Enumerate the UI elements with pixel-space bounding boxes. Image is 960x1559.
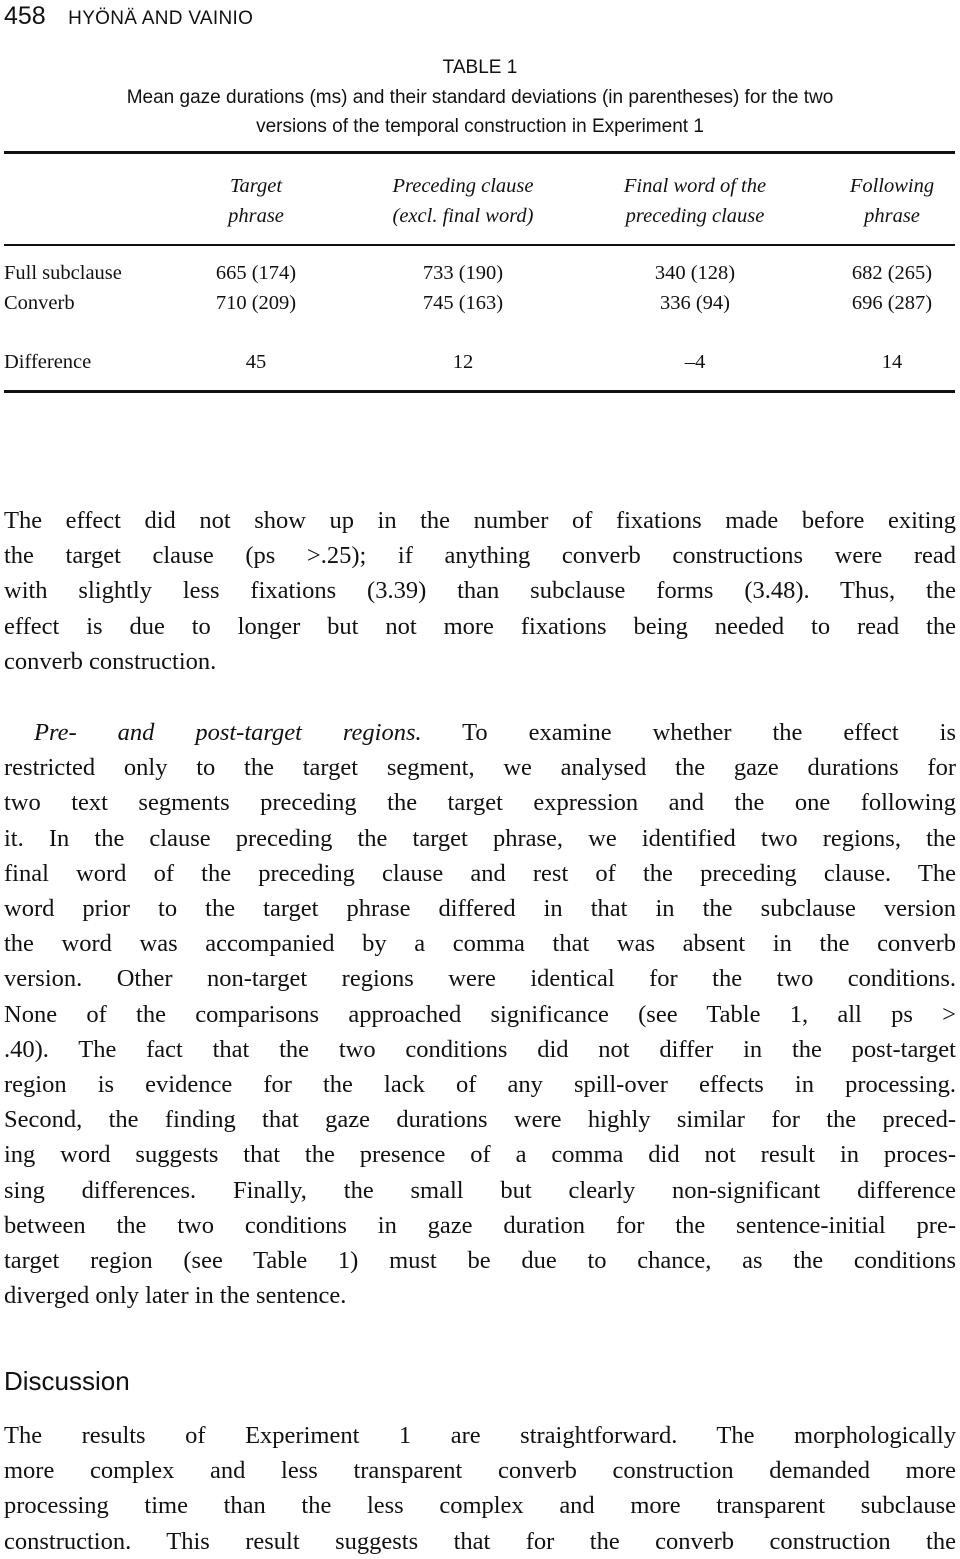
table-cell: –4 — [684, 351, 706, 373]
text-line: word prior to the target phrase differed in that in the subclause version — [4, 895, 956, 923]
text-line: Second, the finding that gaze durations were highly similar for the preced- — [4, 1106, 956, 1134]
table-cell: 336 (94) — [659, 292, 731, 314]
text-line: effect is due to longer but not more fixations being needed to read the — [4, 612, 956, 640]
text-line: two text segments preceding the target expression and the one following — [4, 789, 956, 817]
column-header-preceding-clause: Preceding clause (excl. final word) — [392, 175, 534, 227]
run-in-heading: Pre- and post-target regions. — [34, 719, 422, 746]
text-line: diverged only later in the sentence. — [4, 1282, 347, 1310]
table-cell: 45 — [245, 351, 267, 373]
table-cell: 696 (287) — [851, 292, 933, 314]
section-heading: Discussion — [4, 1366, 130, 1396]
row-label-converb: Converb — [4, 292, 75, 314]
body-paragraph-discussion — [4, 1418, 956, 1559]
text-line: construction. This result suggests that for the converb construction the — [4, 1527, 956, 1555]
text-line: sing differences. Finally, the small but clearly non-significant difference — [4, 1176, 956, 1204]
table-label: TABLE 1 — [442, 57, 518, 78]
table-caption-line: Mean gaze durations (ms) and their standard deviations (in parentheses) for the two — [126, 86, 834, 108]
page-number: 458 — [4, 2, 46, 30]
body-paragraph-fixations — [4, 503, 956, 679]
table-cell: 14 — [881, 351, 903, 373]
row-label-difference: Difference — [4, 351, 92, 373]
text-line: ing word suggests that the presence of a comma did not result in proces- — [4, 1141, 956, 1169]
text-line: the word was accompanied by a comma that was absent in the converb — [4, 930, 956, 958]
table-header-rule — [4, 244, 955, 246]
text-line: processing time than the less complex and more transparent subclause — [4, 1492, 956, 1520]
table-bottom-rule — [4, 390, 955, 393]
table-caption-line: versions of the temporal construction in Experiment 1 — [256, 116, 704, 137]
text-line: target region (see Table 1) must be due to chance, as the conditions — [4, 1247, 956, 1275]
table-top-rule — [4, 151, 955, 154]
column-header-target-phrase: Target phrase — [228, 175, 284, 227]
text-line: final word of the preceding clause and rest of the preceding clause. The — [4, 859, 956, 887]
text-line: The results of Experiment 1 are straightforward. The morphologically — [4, 1422, 956, 1449]
table-cell: 682 (265) — [851, 262, 933, 284]
table-cell: 733 (190) — [422, 262, 504, 284]
table-cell: 12 — [452, 351, 474, 373]
text-line: None of the comparisons approached significance (see Table 1, all ps > — [4, 1000, 956, 1028]
table-cell: 665 (174) — [215, 262, 297, 284]
table-caption — [0, 53, 960, 142]
text-line: converb construction. — [4, 647, 217, 675]
text-line: region is evidence for the lack of any spill-over effects in processing. — [4, 1071, 956, 1099]
text-line: more complex and less transparent converb construction demanded more — [4, 1457, 956, 1485]
body-paragraph-regions — [4, 715, 956, 1313]
table-cell: 710 (209) — [215, 292, 297, 314]
column-header-final-word: Final word of the preceding clause — [623, 175, 767, 227]
running-head — [4, 2, 254, 30]
table-cell: 745 (163) — [422, 292, 504, 314]
text-line: version. Other non-target regions were identical for the two conditions. — [4, 965, 956, 993]
text-line: .40). The fact that the two conditions did not differ in the post-target — [4, 1035, 956, 1063]
text-line: with slightly less fixations (3.39) than subclause forms (3.48). Thus, the — [4, 577, 956, 605]
table-cell: 340 (128) — [654, 262, 736, 284]
text-line: the target clause (ps >.25); if anything converb constructions were read — [4, 542, 956, 570]
text-line: between the two conditions in gaze duration for the sentence-initial pre- — [4, 1211, 956, 1239]
column-header-following-phrase: Following phrase — [849, 175, 935, 227]
text-line: The effect did not show up in the number of fixations made before exiting — [4, 507, 956, 534]
text-line: it. In the clause preceding the target phrase, we identified two regions, the — [4, 824, 956, 852]
text-line: Pre- and post-target regions. To examine whether the effect is — [34, 719, 956, 746]
running-title: HYÖNÄ AND VAINIO — [68, 8, 254, 29]
text-line: restricted only to the target segment, we analysed the gaze durations for — [4, 754, 956, 782]
row-label-full-subclause: Full subclause — [4, 262, 122, 284]
